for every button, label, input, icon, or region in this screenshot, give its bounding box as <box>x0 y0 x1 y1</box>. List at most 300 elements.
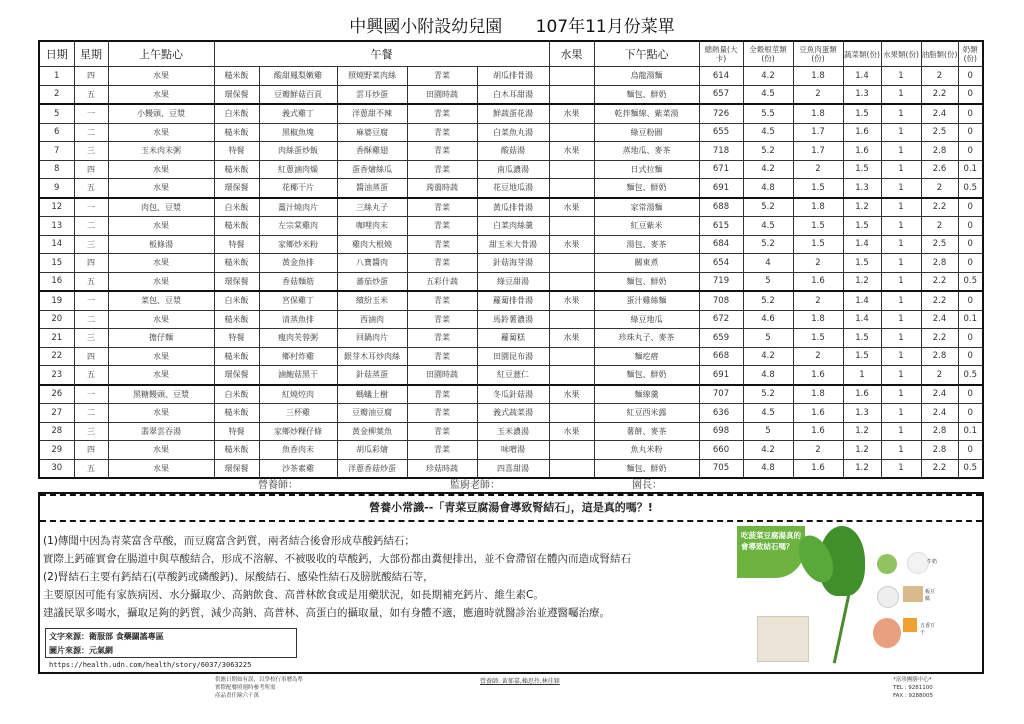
cell-veg-units: 1.6 <box>843 142 881 161</box>
cell-fruit-units: 1 <box>881 272 921 291</box>
cell-milk: 0 <box>958 404 983 423</box>
cell-am-snack: 水果 <box>108 85 214 104</box>
cell-side-dish: 麻婆豆腐 <box>337 123 407 142</box>
cell-staple: 環保餐 <box>214 179 259 198</box>
cell-pm-snack: 蛋汁雞絲麵 <box>594 291 699 310</box>
cell-fruit: 水果 <box>549 385 594 404</box>
company-fax: FAX : 9288005 <box>893 693 934 699</box>
cell-weekday: 三 <box>74 422 108 441</box>
cell-fruit <box>549 217 594 236</box>
cell-fruit-units: 1 <box>881 310 921 329</box>
cell-staple: 環保餐 <box>214 366 259 385</box>
cell-main-dish: 義式雞丁 <box>259 104 337 123</box>
school-name: 中興國小附設幼兒園 <box>349 17 503 37</box>
cell-date: 27 <box>39 404 74 423</box>
cell-calories: 684 <box>699 235 743 254</box>
cell-date: 12 <box>39 198 74 217</box>
cell-side-dish: 蛋香燴絲瓜 <box>337 160 407 179</box>
cell-pm-snack: 珍珠丸子、麥茶 <box>594 329 699 348</box>
cell-grains: 5.2 <box>743 235 793 254</box>
knowledge-line: (2)腎結石主要有鈣結石(草酸鈣或磷酸鈣)、尿酸結石、感染性結石及膀胱酸結石等， <box>43 571 434 583</box>
cell-milk: 0 <box>958 291 983 310</box>
cell-grains: 5.5 <box>743 104 793 123</box>
cell-grains: 4.8 <box>743 459 793 478</box>
cell-fat: 2.8 <box>921 347 958 366</box>
cell-side-dish: 螞蟻上樹 <box>337 385 407 404</box>
cell-grains: 5.2 <box>743 291 793 310</box>
cell-calories: 636 <box>699 404 743 423</box>
cell-main-dish: 滷鮑菇黑干 <box>259 366 337 385</box>
cell-veg-units: 1.2 <box>843 441 881 460</box>
cell-date: 13 <box>39 217 74 236</box>
footer-dietitians: 營養師: 黃郁嘉,賴思伶,林佳穎 <box>480 678 560 685</box>
cell-pm-snack: 麵線羹 <box>594 385 699 404</box>
cell-grains: 5.2 <box>743 142 793 161</box>
cell-fruit: 水果 <box>549 198 594 217</box>
cell-main-dish: 薑汁燒肉片 <box>259 198 337 217</box>
cell-soup: 黃瓜排骨湯 <box>477 198 549 217</box>
cell-main-dish: 香菇麵筋 <box>259 272 337 291</box>
header-date: 日期 <box>39 41 74 67</box>
header-am-snack: 上午點心 <box>108 41 214 67</box>
cell-am-snack: 水果 <box>108 179 214 198</box>
milk-icon <box>907 552 929 574</box>
cell-soup: 花豆地瓜湯 <box>477 179 549 198</box>
cell-pm-snack: 乾拌麵線、紫菜湯 <box>594 104 699 123</box>
cell-staple: 特餐 <box>214 329 259 348</box>
cell-staple: 環保餐 <box>214 272 259 291</box>
cell-milk: 0 <box>958 441 983 460</box>
cell-date: 16 <box>39 272 74 291</box>
cell-milk: 0 <box>958 385 983 404</box>
cell-weekday: 四 <box>74 254 108 273</box>
cell-pm-snack: 湯包、麥茶 <box>594 235 699 254</box>
cell-vegetable: 青菜 <box>407 160 477 179</box>
cell-date: 23 <box>39 366 74 385</box>
cell-side-dish: 蕃茄炒蛋 <box>337 272 407 291</box>
footer-note: 供應日期如有誤，以學校行事曆為準 <box>215 677 304 683</box>
cell-side-dish: 照燒野菜肉絲 <box>337 67 407 86</box>
header-fruit-units: 水果類(份) <box>881 41 921 67</box>
cell-fruit: 水果 <box>549 291 594 310</box>
cell-main-dish: 左宗棠雞肉 <box>259 217 337 236</box>
table-row <box>39 272 983 291</box>
cell-protein: 1.8 <box>793 104 843 123</box>
cell-fat: 2 <box>921 366 958 385</box>
cell-side-dish: 八寶醬肉 <box>337 254 407 273</box>
cell-fruit-units: 1 <box>881 198 921 217</box>
cell-fat: 2.2 <box>921 272 958 291</box>
cell-protein: 1.6 <box>793 404 843 423</box>
cell-pm-snack: 麵包、鮮奶 <box>594 272 699 291</box>
cell-vegetable: 青菜 <box>407 198 477 217</box>
cell-fruit-units: 1 <box>881 329 921 348</box>
cell-am-snack: 擔仔麵 <box>108 329 214 348</box>
cell-fruit <box>549 441 594 460</box>
cell-pm-snack: 關東煮 <box>594 254 699 273</box>
image-source-label: 圖片來源：元氣網 <box>49 646 113 655</box>
table-row <box>39 291 983 310</box>
footer-note: 產品責任險六千萬 <box>215 693 260 699</box>
cell-fruit-units: 1 <box>881 254 921 273</box>
knowledge-line: 建議民眾多喝水，攝取足夠的鈣質，減少高鈉、高普林、高蛋白的攝取量，如有身體不適，應適時就醫診治並遵醫囑治療。 <box>43 607 610 619</box>
cell-date: 14 <box>39 235 74 254</box>
cell-vegetable: 青菜 <box>407 291 477 310</box>
cell-milk: 0.1 <box>958 160 983 179</box>
cell-am-snack: 水果 <box>108 441 214 460</box>
cell-weekday: 一 <box>74 291 108 310</box>
cell-veg-units: 1.2 <box>843 459 881 478</box>
cell-protein: 1.8 <box>793 67 843 86</box>
cell-side-dish: 繽紛玉米 <box>337 291 407 310</box>
company-name: *富珍團膳中心* <box>893 677 932 683</box>
cell-fat: 2.8 <box>921 422 958 441</box>
cell-vegetable: 珍菇時蔬 <box>407 459 477 478</box>
cell-pm-snack: 綠豆粉圓 <box>594 123 699 142</box>
text-source: 文字來源：衛服部 食藥闢謠專區 <box>49 632 164 641</box>
cell-fruit <box>549 459 594 478</box>
cell-fruit-units: 1 <box>881 179 921 198</box>
cell-soup: 義式蔬菜湯 <box>477 404 549 423</box>
footer-note: 實際配餐照週時參考所需 <box>215 685 276 691</box>
cell-soup: 紅豆薏仁 <box>477 366 549 385</box>
cell-veg-units: 1.5 <box>843 329 881 348</box>
cell-grains: 4.5 <box>743 217 793 236</box>
table-row <box>39 254 983 273</box>
cell-milk: 0.5 <box>958 272 983 291</box>
cell-weekday: 三 <box>74 329 108 348</box>
cell-soup: 蘿蔔糕 <box>477 329 549 348</box>
table-row <box>39 85 983 104</box>
grey-circle-icon <box>877 586 899 608</box>
cell-soup: 白木耳甜湯 <box>477 85 549 104</box>
cell-soup: 白菜魚丸湯 <box>477 123 549 142</box>
cell-protein: 1.6 <box>793 366 843 385</box>
cell-soup: 田園昆布湯 <box>477 347 549 366</box>
dried-tofu-icon <box>903 618 917 632</box>
cell-calories: 708 <box>699 291 743 310</box>
cell-main-dish: 紅蔥滷肉燥 <box>259 160 337 179</box>
cell-grains: 5 <box>743 272 793 291</box>
cell-calories: 718 <box>699 142 743 161</box>
cell-protein: 1.5 <box>793 235 843 254</box>
image-source-url: https://health.udn.com/health/story/6037/3063225 <box>49 661 252 669</box>
cell-fat: 2.2 <box>921 198 958 217</box>
firm-tofu-icon <box>903 586 923 602</box>
cell-soup: 白菜肉絲羹 <box>477 217 549 236</box>
cell-weekday: 三 <box>74 235 108 254</box>
cell-pm-snack: 烏龍湯麵 <box>594 67 699 86</box>
cell-fruit-units: 1 <box>881 404 921 423</box>
cell-veg-units: 1.3 <box>843 179 881 198</box>
cell-fat: 2.8 <box>921 441 958 460</box>
cell-veg-units: 1.2 <box>843 272 881 291</box>
cell-milk: 0 <box>958 142 983 161</box>
cell-side-dish: 三絲丸子 <box>337 198 407 217</box>
cell-soup: 甜玉米大骨湯 <box>477 235 549 254</box>
cell-am-snack: 水果 <box>108 404 214 423</box>
cell-weekday: 五 <box>74 179 108 198</box>
cell-am-snack: 小饅頭、豆漿 <box>108 104 214 123</box>
cell-soup: 酸菇湯 <box>477 142 549 161</box>
header-lunch: 午餐 <box>214 41 549 67</box>
cell-fruit: 水果 <box>549 422 594 441</box>
cell-veg-units: 1.6 <box>843 385 881 404</box>
cell-side-dish: 咖哩肉末 <box>337 217 407 236</box>
cell-date: 26 <box>39 385 74 404</box>
cell-protein: 1.8 <box>793 310 843 329</box>
cell-weekday: 四 <box>74 67 108 86</box>
cell-date: 21 <box>39 329 74 348</box>
cell-calories: 659 <box>699 329 743 348</box>
table-row <box>39 235 983 254</box>
cell-vegetable: 青菜 <box>407 142 477 161</box>
cell-pm-snack: 麵包、鮮奶 <box>594 366 699 385</box>
cell-date: 28 <box>39 422 74 441</box>
table-row <box>39 160 983 179</box>
cell-milk: 0.5 <box>958 366 983 385</box>
cell-staple: 糙米飯 <box>214 441 259 460</box>
cell-weekday: 五 <box>74 272 108 291</box>
cell-fat: 2.4 <box>921 404 958 423</box>
cell-date: 7 <box>39 142 74 161</box>
cell-fat: 2.2 <box>921 329 958 348</box>
cell-grains: 5.2 <box>743 198 793 217</box>
cell-main-dish: 酸甜鳳梨嫩雞 <box>259 67 337 86</box>
table-row <box>39 347 983 366</box>
cell-grains: 4.5 <box>743 404 793 423</box>
cell-side-dish: 針菇蒸蛋 <box>337 366 407 385</box>
cell-am-snack: 水果 <box>108 347 214 366</box>
header-weekday: 星期 <box>74 41 108 67</box>
cell-weekday: 二 <box>74 217 108 236</box>
cell-vegetable: 五彩什蔬 <box>407 272 477 291</box>
header-grains: 全穀根莖類(份) <box>743 41 793 67</box>
cell-weekday: 三 <box>74 142 108 161</box>
cell-am-snack: 黑糖饅頭、豆漿 <box>108 385 214 404</box>
cell-weekday: 四 <box>74 160 108 179</box>
knowledge-text <box>43 532 733 622</box>
cell-vegetable: 青菜 <box>407 123 477 142</box>
cell-fruit-units: 1 <box>881 104 921 123</box>
cell-pm-snack: 紅豆紫米 <box>594 217 699 236</box>
header-veg: 蔬菜類(份) <box>843 41 881 67</box>
cell-weekday: 五 <box>74 85 108 104</box>
cell-calories: 671 <box>699 160 743 179</box>
cell-fruit <box>549 123 594 142</box>
cell-calories: 654 <box>699 254 743 273</box>
cell-fruit <box>549 254 594 273</box>
cell-fruit-units: 1 <box>881 385 921 404</box>
cell-staple: 糙米飯 <box>214 160 259 179</box>
cell-veg-units: 1 <box>843 366 881 385</box>
cell-fat: 2.5 <box>921 235 958 254</box>
cell-fruit-units: 1 <box>881 347 921 366</box>
cell-fat: 2 <box>921 217 958 236</box>
cell-fruit <box>549 310 594 329</box>
cell-soup: 鮮蔬蛋花湯 <box>477 104 549 123</box>
cell-pm-snack: 日式拉麵 <box>594 160 699 179</box>
cell-grains: 4.8 <box>743 366 793 385</box>
cell-fruit-units: 1 <box>881 160 921 179</box>
cell-main-dish: 花椰干片 <box>259 179 337 198</box>
header-fat: 油脂類(份) <box>921 41 958 67</box>
cell-main-dish: 黃金魚排 <box>259 254 337 273</box>
cell-calories: 707 <box>699 385 743 404</box>
source-box <box>45 628 297 669</box>
cell-am-snack: 板條湯 <box>108 235 214 254</box>
cell-soup: 胡瓜排骨湯 <box>477 67 549 86</box>
cell-side-dish: 回鍋肉片 <box>337 329 407 348</box>
cell-am-snack: 水果 <box>108 217 214 236</box>
cell-protein: 1.6 <box>793 459 843 478</box>
cell-fruit: 水果 <box>549 104 594 123</box>
cell-staple: 糙米飯 <box>214 347 259 366</box>
cell-milk: 0 <box>958 235 983 254</box>
table-row <box>39 198 983 217</box>
cell-fat: 2.8 <box>921 254 958 273</box>
cell-veg-units: 1.2 <box>843 422 881 441</box>
cell-protein: 1.7 <box>793 142 843 161</box>
milk-label: 牛奶 <box>927 559 938 565</box>
cell-pm-snack: 麵包、鮮奶 <box>594 85 699 104</box>
cell-calories: 691 <box>699 366 743 385</box>
cell-date: 8 <box>39 160 74 179</box>
cell-veg-units: 1.6 <box>843 123 881 142</box>
cell-side-dish: 豆瓣油豆腐 <box>337 404 407 423</box>
cell-protein: 2 <box>793 441 843 460</box>
cell-veg-units: 1.3 <box>843 404 881 423</box>
cell-vegetable: 青菜 <box>407 329 477 348</box>
cell-grains: 4.2 <box>743 67 793 86</box>
cell-weekday: 一 <box>74 104 108 123</box>
tofu-block-icon <box>757 616 809 662</box>
cell-fruit-units: 1 <box>881 441 921 460</box>
cell-veg-units: 1.4 <box>843 235 881 254</box>
cell-side-dish: 雞肉大根燒 <box>337 235 407 254</box>
cell-main-dish: 豆瓣鮮菇百頁 <box>259 85 337 104</box>
cell-calories: 657 <box>699 85 743 104</box>
cell-milk: 0 <box>958 217 983 236</box>
cell-soup: 四喜甜湯 <box>477 459 549 478</box>
cell-milk: 0 <box>958 85 983 104</box>
cell-soup: 馬鈴薯濃湯 <box>477 310 549 329</box>
cell-protein: 1.8 <box>793 198 843 217</box>
cell-vegetable: 青菜 <box>407 104 477 123</box>
cell-fat: 2.8 <box>921 142 958 161</box>
cell-protein: 2 <box>793 160 843 179</box>
cell-staple: 環保餐 <box>214 459 259 478</box>
cell-vegetable: 青菜 <box>407 310 477 329</box>
cell-fat: 2 <box>921 179 958 198</box>
cell-veg-units: 1.4 <box>843 67 881 86</box>
cell-veg-units: 1.5 <box>843 160 881 179</box>
menu-table <box>38 40 984 479</box>
cell-fruit-units: 1 <box>881 217 921 236</box>
cell-vegetable: 青菜 <box>407 385 477 404</box>
cell-vegetable: 田園時蔬 <box>407 85 477 104</box>
cell-main-dish: 鄉村炸雞 <box>259 347 337 366</box>
cell-soup: 冬瓜針菇湯 <box>477 385 549 404</box>
cell-fruit <box>549 85 594 104</box>
cell-protein: 2 <box>793 85 843 104</box>
cell-soup: 南瓜濃湯 <box>477 160 549 179</box>
cell-grains: 4.5 <box>743 85 793 104</box>
illustration-caption: 吃菠菜豆腐湯真的會導致結石嗎？ <box>737 526 805 578</box>
cell-vegetable: 青菜 <box>407 254 477 273</box>
cell-main-dish: 宮保雞丁 <box>259 291 337 310</box>
cell-protein: 1.5 <box>793 217 843 236</box>
spinach-stem-icon <box>833 594 850 663</box>
cell-pm-snack: 麵疙瘩 <box>594 347 699 366</box>
cell-fruit <box>549 67 594 86</box>
cell-milk: 0 <box>958 123 983 142</box>
cell-fat: 2.5 <box>921 123 958 142</box>
cell-soup: 玉米濃湯 <box>477 422 549 441</box>
cell-fat: 2.2 <box>921 291 958 310</box>
cell-am-snack: 玉米肉末粥 <box>108 142 214 161</box>
footer-notes <box>215 676 303 700</box>
cell-fruit-units: 1 <box>881 235 921 254</box>
table-header-row <box>39 41 983 67</box>
cell-veg-units: 1.5 <box>843 104 881 123</box>
cell-veg-units: 1.4 <box>843 291 881 310</box>
cell-veg-units: 1.5 <box>843 347 881 366</box>
table-row <box>39 179 983 198</box>
cell-vegetable: 蒟蒻時蔬 <box>407 179 477 198</box>
cell-main-dish: 沙茶素雞 <box>259 459 337 478</box>
cell-staple: 白米飯 <box>214 198 259 217</box>
menu-month-title: 107年11月份菜單 <box>535 17 675 37</box>
cell-fat: 2.2 <box>921 85 958 104</box>
cell-protein: 2 <box>793 347 843 366</box>
cell-fruit <box>549 272 594 291</box>
cell-fruit: 水果 <box>549 142 594 161</box>
cell-vegetable: 青菜 <box>407 67 477 86</box>
cell-staple: 糙米飯 <box>214 123 259 142</box>
cell-veg-units: 1.4 <box>843 310 881 329</box>
cell-fruit: 水果 <box>549 329 594 348</box>
cell-side-dish: 洋蔥甜不辣 <box>337 104 407 123</box>
cell-calories: 688 <box>699 198 743 217</box>
header-calories: 總熱量(大卡) <box>699 41 743 67</box>
cell-date: 6 <box>39 123 74 142</box>
table-row <box>39 329 983 348</box>
cell-main-dish: 三杯雞 <box>259 404 337 423</box>
knowledge-line: (1)傳聞中因為青菜富含草酸，而豆腐富含鈣質，兩者結合後會形成草酸鈣結石； <box>43 535 415 547</box>
cell-weekday: 四 <box>74 347 108 366</box>
cell-staple: 糙米飯 <box>214 254 259 273</box>
cell-fat: 2.6 <box>921 160 958 179</box>
cell-fruit <box>549 160 594 179</box>
cell-staple: 糙米飯 <box>214 67 259 86</box>
cell-date: 9 <box>39 179 74 198</box>
table-row <box>39 123 983 142</box>
cell-side-dish: 香酥雞翅 <box>337 142 407 161</box>
cell-fruit-units: 1 <box>881 459 921 478</box>
cell-pm-snack: 魚丸米粉 <box>594 441 699 460</box>
cell-calories: 614 <box>699 67 743 86</box>
cell-staple: 白米飯 <box>214 385 259 404</box>
cell-main-dish: 家鄉炒米粉 <box>259 235 337 254</box>
cell-fruit-units: 1 <box>881 123 921 142</box>
table-row <box>39 459 983 478</box>
cell-milk: 0.5 <box>958 179 983 198</box>
table-row <box>39 142 983 161</box>
cell-weekday: 一 <box>74 385 108 404</box>
cell-grains: 4 <box>743 254 793 273</box>
cell-staple: 環保餐 <box>214 85 259 104</box>
